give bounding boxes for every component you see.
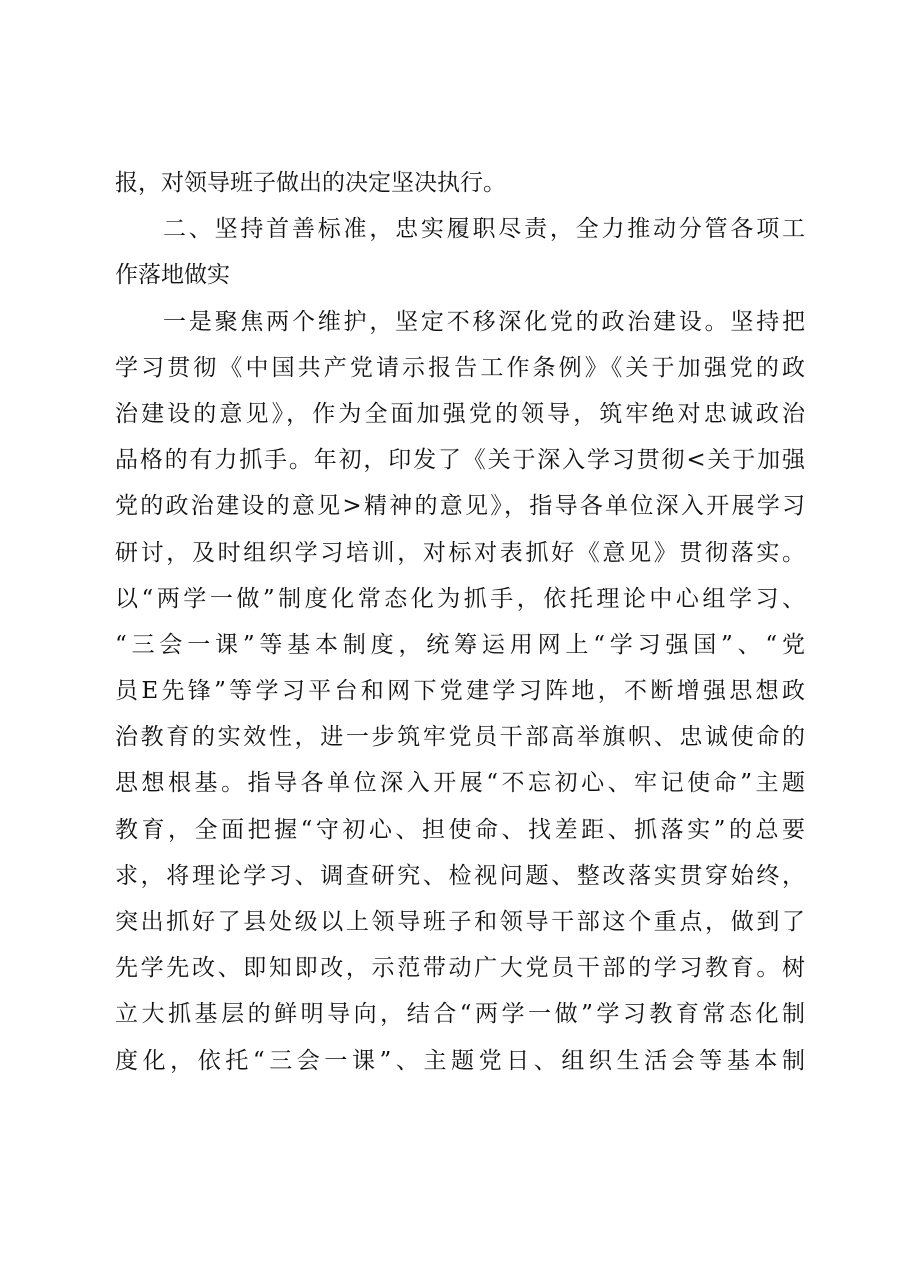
text-line: 治教育的实效性，进一步筑牢党员干部高举旗帜、忠诚使命的 — [115, 724, 805, 751]
text-line: 学习贯彻《中国共产党请示报告工作条例》《关于加强党的政 — [115, 354, 805, 381]
text-line: 以“两学一做”制度化常态化为抓手，依托理论中心组学习、 — [115, 585, 805, 612]
text-line: 突出抓好了县处级以上领导班子和领导干部这个重点，做到了 — [115, 909, 805, 935]
text-line: 先学先改、即知即改，示范带动广大党员干部的学习教育。树 — [115, 955, 805, 982]
text-line: 立大抓基层的鲜明导向，结合“两学一做”学习教育常态化制 — [115, 1001, 805, 1028]
text-line: 求，将理论学习、调查研究、检视问题、整改落实贯穿始终， — [115, 862, 805, 889]
text-line: 度化，依托“三会一课”、主题党日、组织生活会等基本制 — [115, 1047, 805, 1074]
text-line: 思想根基。指导各单位深入开展“不忘初心、牢记使命”主题 — [115, 770, 805, 797]
body-text — [115, 160, 805, 1084]
text-line: “三会一课”等基本制度，统筹运用网上“学习强国”、“党 — [115, 631, 805, 658]
text-line: 作落地做实 — [115, 262, 230, 289]
text-line: 治建设的意见》，作为全面加强党的领导，筑牢绝对忠诚政治 — [115, 400, 805, 427]
text-line: 二、坚持首善标准，忠实履职尽责，全力推动分管各项工 — [163, 216, 805, 243]
text-line: 一是聚焦两个维护，坚定不移深化党的政治建设。坚持把 — [163, 308, 805, 335]
text-line: 研讨，及时组织学习培训，对标对表抓好《意见》贯彻落实。 — [115, 539, 805, 566]
text-line: 品格的有力抓手。年初，印发了《关于深入学习贯彻<关于加强 — [115, 447, 805, 474]
text-line: 党的政治建设的意见>精神的意见》，指导各单位深入开展学习 — [115, 493, 805, 520]
text-line: 教育，全面把握“守初心、担使命、找差距、抓落实”的总要 — [115, 816, 805, 843]
text-line: 员E先锋”等学习平台和网下党建学习阵地，不断增强思想政 — [115, 678, 805, 705]
text-line: 报，对领导班子做出的决定坚决执行。 — [115, 170, 506, 196]
